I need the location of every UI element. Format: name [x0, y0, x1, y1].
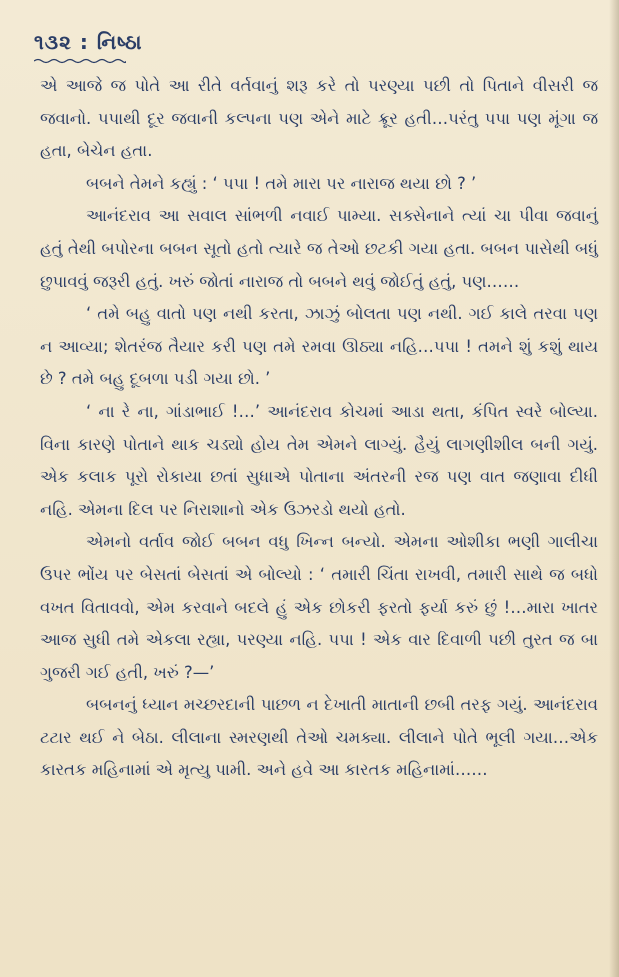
page-edge-shadow	[609, 0, 619, 977]
running-header	[34, 30, 143, 54]
paragraph-7: બબનનું ધ્યાન મચ્છરદાની પાછળ ન દેખાતી માતાની છબી તરફ ગયું. આનંદરાવ ટટાર થઈ ને બેઠા. લીલાના સ્મરણથી તેઓ ચમક્યા. લીલાને પોતે ભૂલી ગયા…એક કારતક મહિનામાં એ મૃત્યુ પામી. અને હવે આ કારતક મહિનામાં……	[40, 695, 598, 780]
header-separator: :	[79, 30, 89, 54]
paragraph-3: આનંદરાવ આ સવાલ સાંભળી નવાઈ પામ્યા. સક્સેનાને ત્યાં ચા પીવા જવાનું હતું તેથી બપોરના બબન સૂતો હતો ત્યારે જ તેઓ છટકી ગયા હતા. બબન પાસેથી બધું છુપાવવું જરૂરી હતું. ખરું જોતાં નારાજ તો બબને થવું જોઈતું હતું, પણ……	[40, 206, 598, 291]
paragraph-5: ‘ ના રે ના, ગાંડાભાઈ !…’ આનંદરાવ કોચમાં આડા થતા, કંપિત સ્વરે બોલ્યા. વિના કારણે પોતાને થાક ચડ્યો હોય તેમ એમને લાગ્યું. હૈયું લાગણીશીલ બની ગયું. એક કલાક પૂરો રોકાયા છતાં સુધાએ પોતાના અંતરની રજ પણ વાત જણાવા દીધી નહિ. એમના દિલ પર નિરાશાનો એક ઉઝરડો થયો હતો.	[40, 401, 598, 519]
header-wavy-rule	[34, 58, 126, 64]
body-text	[40, 70, 598, 787]
paragraph-6: એમનો વર્તાવ જોઈ બબન વધુ ખિન્ન બન્યો. એમના ઓશીકા ભણી ગાલીચા ઉપર ભોંય પર બેસતાં બેસતાં એ બોલ્યો : ‘ તમારી ચિંતા રાખવી, તમારી સાથે જ બધો વખત વિતાવવો, એમ કરવાને બદલે હું એક છોકરી ફરતો ફર્યા કરું છું !…મારા ખાતર આજ સુધી તમે એકલા રહ્યા, પરણ્યા નહિ. પપા ! એક વાર દિવાળી પછી તુરત જ બા ગુજરી ગઈ હતી, ખરું ?—’	[40, 532, 598, 682]
paragraph-1: એ આજે જ પોતે આ રીતે વર્તવાનું શરૂ કરે તો પરણ્યા પછી તો પિતાને વીસરી જ જવાનો. પપાથી દૂર જવાની કલ્પના પણ એને માટે ક્રૂર હતી…પરંતુ પપા પણ મૂંગા જ હતા, બેચેન હતા.	[40, 76, 598, 161]
paragraph-2: બબને તેમને કહ્યું : ‘ પપા ! તમે મારા પર નારાજ થયા છો ? ’	[86, 173, 477, 193]
book-title: નિષ્ઠા	[96, 30, 143, 54]
paragraph-4: ‘ તમે બહુ વાતો પણ નથી કરતા, ઝાઝું બોલતા પણ નથી. ગઈ કાલે તરવા પણ ન આવ્યા; શેતરંજ તૈયાર કરી પણ તમે રમવા ઊઠ્યા નહિ…પપા ! તમને શું કશું થાય છે ? તમે બહુ દૂબળા પડી ગયા છો. ’	[40, 304, 598, 389]
page-number: ૧૩૨	[34, 30, 72, 54]
